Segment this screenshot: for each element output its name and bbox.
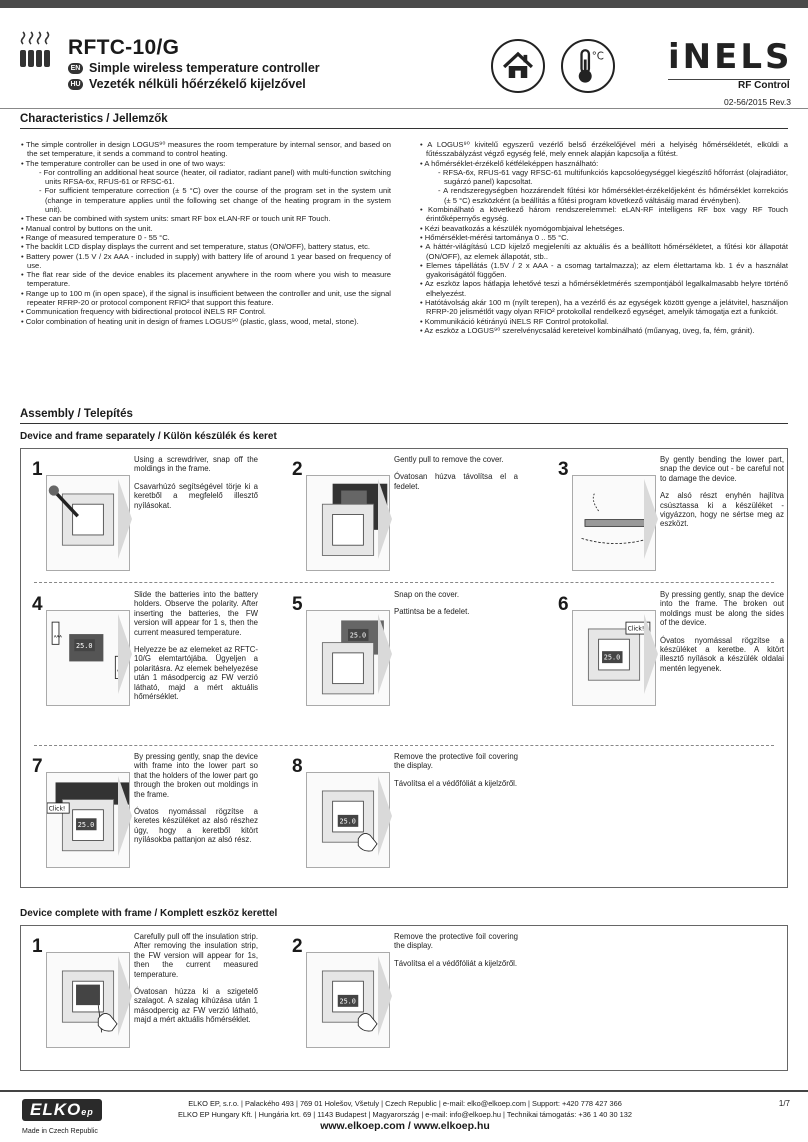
characteristic-item-hu: • A LOGUS⁹⁰ kivitelű egyszerű vezérlő belső érzékelőjével méri a helyiség hőmérsékletét, elküldi a fűtésszabályzást végző egység felé, mely ennek alapján kapcsolja a fűtést. (420, 140, 788, 159)
step-separator (34, 745, 774, 746)
characteristic-item-en: • The temperature controller can be used in one of two ways: (21, 158, 226, 168)
svg-text:AAA: AAA (117, 667, 126, 673)
characteristic-item-en: • The backlit LCD display displays the current and set temperature, status (ON/OFF), battery status, etc. (21, 242, 371, 252)
characteristic-item-hu: • Hatótávolság akár 100 m (nyílt terepen), ha a vezérlő és az egységek között gyenge a jelátvitel, használjon RFRP-20 jelismétlőt vagy olyan RFIO² protokollal rendelkező egységet, amelyik támogatja ezt a funkciót. (420, 298, 788, 317)
step-arrow-icon (644, 479, 658, 559)
step-text-hu: Az alsó részt enyhén hajlítva csúsztassa ki a készüléket - vigyázzon, hogy ne sértse meg az eszközt. (660, 491, 784, 529)
brand-subtitle: RF Control (738, 80, 790, 91)
characteristic-item-hu: • Elemes tápellátás (1.5V / 2 x AAA - a csomag tartalmazza); az elem élettartama kb. 1 év a használat gyakoriságától függően. (420, 260, 788, 280)
svg-text:25.0: 25.0 (339, 817, 356, 826)
assembly-rule (20, 423, 788, 424)
characteristic-item-en: • The flat rear side of the device enables its placement anywhere in the room where you wish to measure temperature. (21, 270, 391, 289)
brand-logo: iNELS (668, 37, 793, 77)
step-number: 4 (32, 594, 43, 615)
step-arrow-icon (118, 614, 132, 694)
characteristic-item-hu: • A háttér-világítású LCD kijelző megjeleníti az aktuális és a beállított hőmérsékletet, a fűtési kör állapotát (ON/OFF), az elemek állapotát, stb.. (420, 242, 788, 261)
company-logo (22, 1099, 102, 1121)
step-arrow-icon (378, 776, 392, 856)
characteristics-rule (20, 128, 788, 129)
thermometer-icon (561, 39, 615, 93)
step-arrow-icon (378, 956, 392, 1036)
characteristic-item-en: • Battery power (1.5 V / 2x AAA - included in supply) with battery life of around 1 year based on frequency of use. (21, 251, 391, 270)
page-number: 1/7 (778, 1099, 790, 1108)
characteristic-item-en: - For controlling an additional heat source (heater, oil radiator, radiant panel) with multi-function switching units RFSA-6x, RFUS-61 or RFSC-61. (39, 167, 391, 187)
footer-divider (0, 1090, 808, 1092)
step-text-en: Snap on the cover. (394, 590, 460, 599)
characteristics-hu (420, 140, 788, 335)
step-text-hu: Óvatos nyomással rögzítse a készüléket a keretbe. A kitört illesztő nyílások a készülék oldalai mentén legyenek. (660, 635, 784, 673)
characteristic-item-en: • The simple controller in design LOGUS⁹⁰ measures the room temperature by internal sensor, and based on the set temperature, it sends a command to control heating. (21, 140, 391, 159)
characteristic-item-en: • Communication frequency with bidirectional protocol iNELS RF Control. (21, 307, 266, 317)
characteristic-item-hu: • A hőmérséklet-érzékelő kétféleképpen használható: (420, 158, 599, 168)
step-arrow-icon (118, 776, 132, 856)
step-instructions (394, 752, 518, 788)
subtitle-hu (68, 77, 306, 91)
step-text-en: Remove the protective foil covering the display. (394, 752, 518, 771)
home-icon (491, 39, 545, 93)
characteristics-en (21, 140, 391, 326)
svg-text:25.0: 25.0 (349, 631, 367, 640)
step-instructions (660, 455, 784, 529)
step-instructions (394, 590, 518, 617)
company-logo-text: ELKO (30, 1100, 82, 1119)
heating-icon (18, 30, 54, 68)
step-number: 7 (32, 756, 43, 777)
header-divider (0, 108, 808, 109)
assembly-sub-heading-2: Device complete with frame / Komplett eszköz kerettel (20, 908, 278, 919)
step-instructions (134, 752, 258, 845)
step-instructions (394, 455, 518, 491)
svg-text:AAA: AAA (53, 633, 62, 639)
step-arrow-icon (378, 614, 392, 694)
step-text-hu: Helyezze be az elemeket az RFTC-10/G elemtartójába. Ügyeljen a polaritásra. Az elemek behelyezése után 1 másodpercig az FW verzió látható, majd a mért aktuális hőmérséklet. (134, 645, 258, 702)
characteristic-item-en: • Manual control by buttons on the unit. (21, 223, 153, 233)
step-text-hu: Óvatos nyomással rögzítse a keretes készüléket az alsó részhez úgy, hogy a keretből kitört nyílásokba pattanjon az alsó rész. (134, 807, 258, 845)
step-number: 1 (32, 936, 43, 957)
product-title: RFTC-10/G (68, 36, 180, 59)
step-separator (34, 582, 774, 583)
step-number: 2 (292, 459, 303, 480)
assembly-heading: Assembly / Telepítés (20, 408, 133, 420)
made-in-label: Made in Czech Republic (22, 1128, 98, 1135)
step-text-hu: Csavarhúzó segítségével törje ki a keretből a megfelelő illesztő nyílásokat. (134, 481, 258, 510)
step-instructions (394, 932, 518, 968)
svg-text:Click!: Click! (48, 805, 66, 813)
characteristic-item-en: • These can be combined with system units: smart RF box eLAN-RF or touch unit RF Touch. (21, 214, 331, 224)
step-text-en: Carefully pull off the insulation strip. After removing the insulation strip, the FW version will appear for 1s, then the current measured temperature. (134, 932, 258, 979)
footer-address-hu: ELKO EP Hungary Kft. | Hungária krt. 69 | 1143 Budapest | Magyarország | e-mail: info@elkoep.hu | Technikai támogatás: +36 1 40 30 132 (177, 1110, 633, 1119)
top-bar (0, 0, 808, 8)
characteristic-item-hu: • Az eszköz lapos hátlapja lehetővé teszi a hőmérsékletmérés szempontjából legalkalmasabb helyre történő elhelyezést. (420, 279, 788, 298)
assembly-sub-heading-1: Device and frame separately / Külön készülék és keret (20, 431, 277, 442)
step-number: 3 (558, 459, 569, 480)
characteristic-item-hu: • Hőmérséklet-mérési tartománya 0 .. 55 °C. (420, 232, 569, 242)
footer-address-cz: ELKO EP, s.r.o. | Palackého 493 | 769 01 Holešov, Všetuly | Czech Republic | e-mail: elko@elkoep.com | Support: +420 778 427 366 (188, 1099, 622, 1108)
subtitle-hu-text: Vezeték nélküli hőérzékelő kijelzővel (89, 77, 306, 91)
step-number: 2 (292, 936, 303, 957)
subtitle-en-text: Simple wireless temperature controller (89, 61, 320, 75)
step-text-hu: Óvatosan húzza ki a szigetelő szalagot. A szalag kihúzása után 1 másodpercig az FW verzió látható, majd a mért aktuális hőmérséklet. (134, 987, 258, 1025)
svg-text:25.0: 25.0 (603, 653, 621, 662)
step-text-hu: Távolítsa el a védőfóliát a kijelzőről. (394, 958, 518, 968)
characteristic-item-en: • Color combination of heating unit in design of frames LOGUS⁹⁰ (plastic, glass, wood, metal, stone). (21, 316, 359, 326)
step-instructions (134, 455, 258, 510)
characteristic-item-en: • Range up to 100 m (in open space), if the signal is insufficient between the controller and unit, use the signal repeater RFRP-20 or protocol component RFIO² that support this feature. (21, 288, 391, 308)
step-arrow-icon (644, 614, 658, 694)
step-text-en: By pressing gently, snap the device with frame into the lower part so that the holders of the lower part go through the broken out moldings in the frame. (134, 752, 258, 799)
characteristic-item-hu: • Kombinálható a következő három rendszerelemmel: eLAN-RF intelligens RF box vagy RF Touch érintőképernyős egység. (420, 205, 788, 224)
characteristic-item-hu: - RFSA-6x, RFUS-61 vagy RFSC-61 multifunkciós kapcsolóegységgel kiegészítő hőforrást (olajradiátor, sugárzó panel) kapcsoltat. (438, 167, 788, 187)
characteristic-item-en: - For sufficient temperature correction (± 5 °C) over the course of the program set in the system unit (change in temperature applies until the following set change of the heating program in the system unit). (39, 186, 391, 215)
svg-text:Click!: Click! (627, 625, 645, 633)
step-text-hu: Pattintsa be a fedelet. (394, 607, 470, 617)
svg-text:25.0: 25.0 (77, 820, 95, 829)
step-instructions (134, 932, 258, 1025)
step-text-en: By gently bending the lower part, snap the device out - be careful not to damage the device. (660, 455, 784, 483)
characteristic-item-hu: • Az eszköz a LOGUS⁹⁰ szerelvénycsalád kereteivel kombinálható (műanyag, üveg, fa, fém, gránit). (420, 325, 755, 335)
step-text-en: Using a screwdriver, snap off the moldings in the frame. (134, 455, 258, 474)
step-arrow-icon (118, 956, 132, 1036)
step-arrow-icon (378, 479, 392, 559)
characteristics-heading: Characteristics / Jellemzők (20, 113, 168, 125)
header (0, 8, 808, 107)
document-reference: 02-56/2015 Rev.3 (724, 97, 791, 107)
svg-text:°C: °C (591, 51, 604, 63)
company-logo-ep: ep (81, 1107, 94, 1117)
step-text-en: Gently pull to remove the cover. (394, 455, 504, 464)
step-text-en: By pressing gently, snap the device into the frame. The broken out moldings must be along the sides of the device. (660, 590, 784, 628)
step-number: 1 (32, 459, 43, 480)
step-number: 6 (558, 594, 569, 615)
lang-badge-en: EN (68, 63, 83, 74)
footer-website[interactable]: www.elkoep.com / www.elkoep.hu (320, 1120, 490, 1132)
step-arrow-icon (118, 479, 132, 559)
step-text-hu: Óvatosan húzva távolítsa el a fedelet. (394, 472, 518, 491)
characteristic-item-hu: • Kommunikáció kétirányú iNELS RF Control protokollal. (420, 316, 609, 326)
step-text-en: Slide the batteries into the battery holders. Observe the polarity. After inserting the batteries, the FW version will appear for 1 s, then the current measured temperature. (134, 590, 258, 637)
step-instructions (134, 590, 258, 701)
subtitle-en (68, 61, 320, 75)
step-text-en: Remove the protective foil covering the display. (394, 932, 518, 951)
step-number: 5 (292, 594, 303, 615)
svg-text:25.0: 25.0 (339, 997, 356, 1006)
characteristic-item-hu: • Kézi beavatkozás a készülék nyomógombjaival lehetséges. (420, 223, 625, 233)
svg-text:25.0: 25.0 (76, 641, 93, 650)
step-instructions (660, 590, 784, 673)
lang-badge-hu: HU (68, 79, 83, 90)
step-text-hu: Távolítsa el a védőfóliát a kijelzőről. (394, 778, 518, 788)
characteristic-item-hu: - A rendszeregységben hozzárendelt fűtési kör hőmérséklet-érzékelőjeként és hőmérséklet korrekciós (± 5 °C) eszközként (a beállítás a fűtési program következő váltásáig marad érvényben). (438, 186, 788, 205)
step-number: 8 (292, 756, 303, 777)
characteristic-item-en: • Range of measured temperature 0 - 55 °C. (21, 232, 170, 242)
